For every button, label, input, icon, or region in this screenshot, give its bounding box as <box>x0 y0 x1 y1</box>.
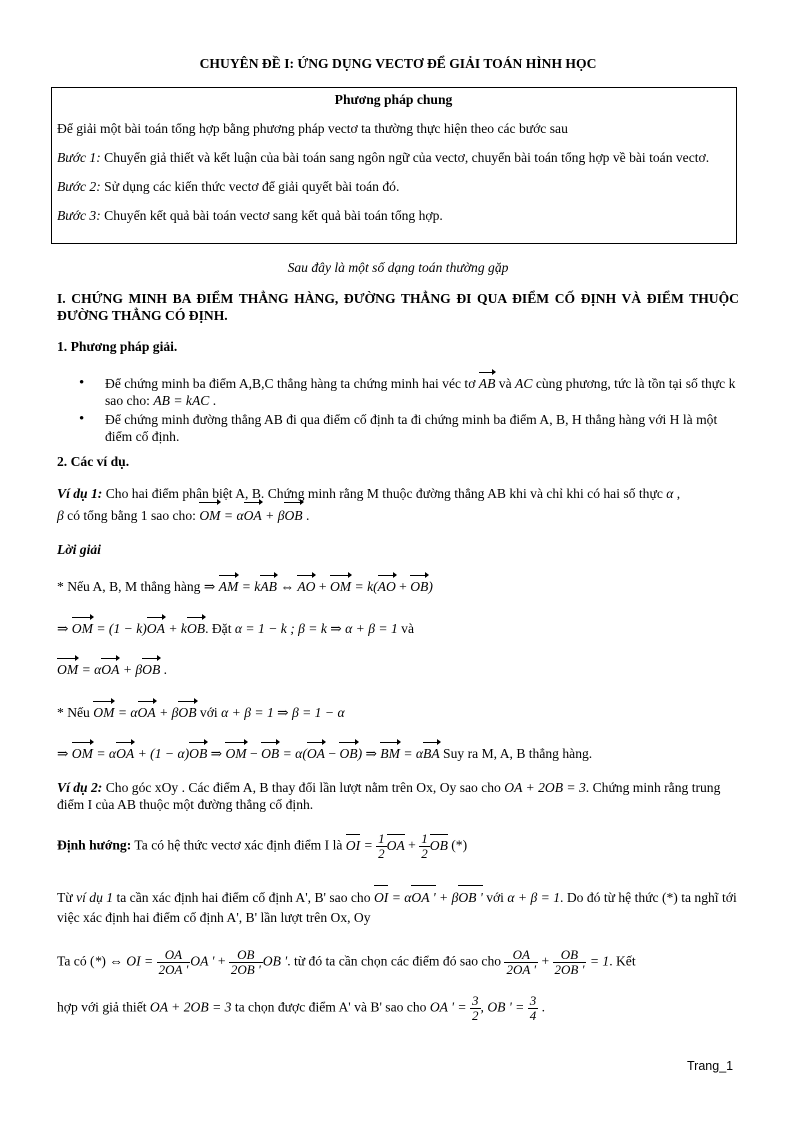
subsection-examples: 2. Các ví dụ. <box>57 454 130 469</box>
page-title: CHUYÊN ĐỀ I: ỨNG DỤNG VECTƠ ĐỂ GIẢI TOÁN HÌNH HỌC <box>199 56 597 71</box>
page-number: Trang_1 <box>687 1059 734 1073</box>
example-2: Ví dụ 2: Cho góc xOy . Các điểm A, B thay đổi lần lượt nằm trên Ox, Oy sao cho OA + 2OB = 3. Chứng minh rằng trung điểm I của AB thuộc một đường thẳng cố định. <box>57 780 721 812</box>
solution-line-2: ⇒ OM = (1 − k)OA + kOB. Đặt α = 1 − k ; β = k ⇒ α + β = 1 và <box>57 621 414 636</box>
example-1: Ví dụ 1: Cho hai điểm phân biệt A, B. Chứng minh rằng M thuộc đường thẳng AB khi và chỉ khi có hai số thực α , β có tổng bằng 1 sao cho: OM = αOA + βOB . <box>57 483 739 527</box>
method-step-1: Bước 1: Chuyển giả thiết và kết luận của bài toán sang ngôn ngữ của vectơ, chuyển bài toán tổng hợp về bài toán vectơ. <box>57 150 710 165</box>
method-bullets <box>57 375 739 445</box>
orientation: Định hướng: Ta có hệ thức vectơ xác định điểm I là OI = $\frac{1}{2}$ OA + $\frac{1}{2}$ OB (*) <box>57 831 468 861</box>
method-box <box>51 87 737 244</box>
solution-line-1: * Nếu A, B, M thẳng hàng ⇒ AM = kAB ⇔ AO + OM = k(AO + OB) <box>57 579 433 594</box>
example-2-para-4: hợp với giả thiết OA + 2OB = 3 ta chọn được điểm A' và B' sao cho OA ' = $\frac{3}{2}$ , OB ' = $\frac{3}{4}$ . <box>57 993 546 1023</box>
bullet-item: • Để chứng minh ba điểm A,B,C thẳng hàng ta chứng minh hai véc tơ AB và AC cùng phương, tức là tồn tại số thực k sao cho: AB = kAC . <box>57 375 739 409</box>
method-intro: Để giải một bài toán tổng hợp bằng phương pháp vectơ ta thường thực hiện theo các bước sau <box>57 121 568 136</box>
solution-line-3: OM = αOA + βOB . <box>57 662 168 677</box>
method-heading: Phương pháp chung <box>334 92 453 107</box>
example-2-para-2: Từ ví dụ 1 ta cần xác định hai điểm cố định A', B' sao cho OI = αOA ' + βOB ' với α + β = 1. Do đó từ hệ thức (*) ta nghĩ tới việc xác định hai điểm cố định A', B' lần lượt trên Ox, Oy <box>57 890 737 925</box>
bullet-item: • Để chứng minh đường thẳng AB đi qua điểm cố định ta đi chứng minh ba điểm A, B, H thẳng hàng với H là một điểm cố định. <box>57 411 739 445</box>
section-heading: I. CHỨNG MINH BA ĐIỂM THẲNG HÀNG, ĐƯỜNG THẲNG ĐI QUA ĐIỂM CỐ ĐỊNH VÀ ĐIỂM THUỘC ĐƯỜNG THẲNG CÓ ĐỊNH. <box>57 291 739 323</box>
subsection-method: 1. Phương pháp giải. <box>57 339 178 354</box>
method-step-2: Bước 2: Sử dụng các kiến thức vectơ để giải quyết bài toán đó. <box>57 179 400 194</box>
solution-line-4: * Nếu OM = αOA + βOB với α + β = 1 ⇒ β = 1 − α <box>57 705 345 720</box>
subtitle: Sau đây là một số dạng toán thường gặp <box>287 260 509 275</box>
example-2-para-3: Ta có (*) ⇔ OI = $\frac{OA}{2OA '}$ OA ' + $\frac{OB}{2OB '}$ OB '. từ đó ta cần chọn các điểm đó sao cho $\frac{OA}{2OA '}$ + $\frac{OB}{2OB '}$ = 1. Kết <box>57 947 636 977</box>
method-step-3: Bước 3: Chuyển kết quả bài toán vectơ sang kết quả bài toán tổng hợp. <box>57 208 443 223</box>
solution-line-5: ⇒ OM = αOA + (1 − α)OB ⇒ OM − OB = α(OA − OB) ⇒ BM = αBA Suy ra M, A, B thẳng hàng. <box>57 746 593 761</box>
solution-label: Lời giải <box>57 542 101 557</box>
